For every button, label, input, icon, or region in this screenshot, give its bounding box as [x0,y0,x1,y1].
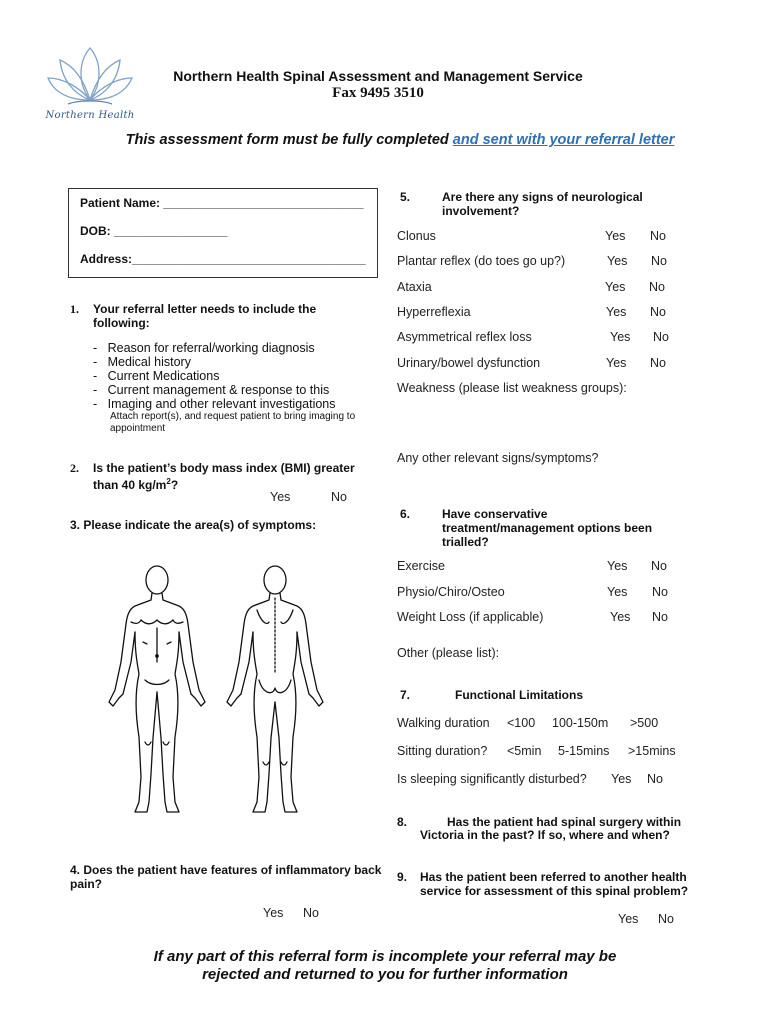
q9-yes[interactable]: Yes [618,912,639,926]
list-item: - Reason for referral/working diagnosis [93,341,315,355]
q5-row-no[interactable]: No [649,280,665,294]
q5-row-label: Ataxia [397,280,432,294]
q5-row-yes[interactable]: Yes [606,305,627,319]
notice-link[interactable]: and sent with your referral letter [452,132,675,148]
logo-text: Northern Health [45,110,135,121]
sitting-option[interactable]: >15mins [628,744,676,758]
q5-row-yes[interactable]: Yes [606,356,627,370]
q5-text: Are there any signs of neurological involvement? [442,190,643,218]
list-item: - Current management & response to this [93,383,330,397]
q5-row-label: Clonus [397,229,436,243]
completion-notice [100,132,700,149]
q7-number: 7. [400,688,411,702]
q8-text-line2: Victoria in the past? If so, where and when? [420,828,670,842]
q6-other[interactable]: Other (please list): [397,646,500,660]
sleeping-no[interactable]: No [647,772,663,786]
walking-option[interactable]: <100 [507,716,536,730]
q8-text-line1: Has the patient had spinal surgery within [447,815,682,829]
back-body-icon [227,566,323,812]
q5-weakness[interactable]: Weakness (please list weakness groups): [397,381,627,395]
list-item: - Medical history [93,355,191,369]
q5-row-no[interactable]: No [650,229,666,243]
q5-row-no[interactable]: No [650,305,666,319]
q6-row-yes[interactable]: Yes [607,559,628,573]
front-body-icon [109,566,205,812]
q5-row-no[interactable]: No [653,330,669,344]
q5-row-yes[interactable]: Yes [605,280,626,294]
q9-no[interactable]: No [658,912,674,926]
q6-row-label: Weight Loss (if applicable) [397,610,544,624]
form-title: Northern Health Spinal Assessment and Management Service [173,68,583,84]
q6-row-yes[interactable]: Yes [607,585,628,599]
q2-text: Is the patient’s body mass index (BMI) greater than 40 $kg/m^2$? [93,461,355,492]
q4-text: 4. Does the patient have features of inflammatory back pain? [70,863,382,891]
q5-row-yes[interactable]: Yes [607,254,628,268]
q5-row-label: Asymmetrical reflex loss [397,330,532,344]
sitting-duration-label: Sitting duration? [397,744,488,758]
q2-number: 2. [70,461,79,475]
list-item: - Current Medications [93,369,220,383]
q5-row-yes[interactable]: Yes [610,330,631,344]
sitting-option[interactable]: <5min [507,744,542,758]
q6-row-no[interactable]: No [652,585,668,599]
walking-option[interactable]: 100-150m [552,716,609,730]
walking-duration-label: Walking duration [397,716,490,730]
q2-no[interactable]: No [331,490,347,504]
q6-row-label: Exercise [397,559,445,573]
q1-text: Your referral letter needs to include the following: [93,302,317,330]
q5-row-no[interactable]: No [651,254,667,268]
address-field[interactable]: Address:___________________________________ [80,252,366,266]
q4-yes[interactable]: Yes [263,906,284,920]
q6-row-yes[interactable]: Yes [610,610,631,624]
q5-number: 5. [400,190,411,204]
sleeping-yes[interactable]: Yes [611,772,632,786]
q6-row-label: Physio/Chiro/Osteo [397,585,505,599]
q7-text: Functional Limitations [455,688,583,702]
footer-line2: rejected and returned to you for further information [202,966,568,983]
q2-yes[interactable]: Yes [270,490,291,504]
q5-other[interactable]: Any other relevant signs/symptoms? [397,451,599,465]
q5-row-label: Urinary/bowel dysfunction [397,356,541,370]
patient-name-field[interactable]: Patient Name: ______________________________ [80,196,364,210]
footer-line1: If any part of this referral form is incomplete your referral may be [153,948,617,965]
q6-number: 6. [400,507,411,521]
fax-number: Fax 9495 3510 [332,85,424,101]
q9-text: Has the patient been referred to another health service for assessment of this spinal problem? [420,870,689,898]
sitting-option[interactable]: 5-15mins [558,744,610,758]
q3-text: 3. Please indicate the area(s) of symptoms: [70,518,317,532]
notice-text: This assessment form must be fully completed [125,132,453,148]
q8-number: 8. [397,815,408,829]
q5-row-no[interactable]: No [650,356,666,370]
walking-option[interactable]: >500 [630,716,659,730]
footer-warning [65,948,705,984]
q1-number: 1. [70,302,79,316]
body-diagram[interactable] [105,562,340,820]
q6-text: Have conservative treatment/management options been trialled? [442,507,653,549]
q1-list [93,341,373,411]
q1-note: Attach report(s), and request patient to bring imaging to appointment [110,411,356,434]
q5-row-yes[interactable]: Yes [605,229,626,243]
q5-row-label: Plantar reflex (do toes go up?) [397,254,566,268]
q6-row-no[interactable]: No [652,610,668,624]
list-item: - Imaging and other relevant investigations [93,397,336,411]
q4-no[interactable]: No [303,906,319,920]
sleeping-label: Is sleeping significantly disturbed? [397,772,587,786]
q6-row-no[interactable]: No [651,559,667,573]
q9-number: 9. [397,870,408,884]
q5-row-label: Hyperreflexia [397,305,471,319]
dob-field[interactable]: DOB: _________________ [80,224,228,238]
